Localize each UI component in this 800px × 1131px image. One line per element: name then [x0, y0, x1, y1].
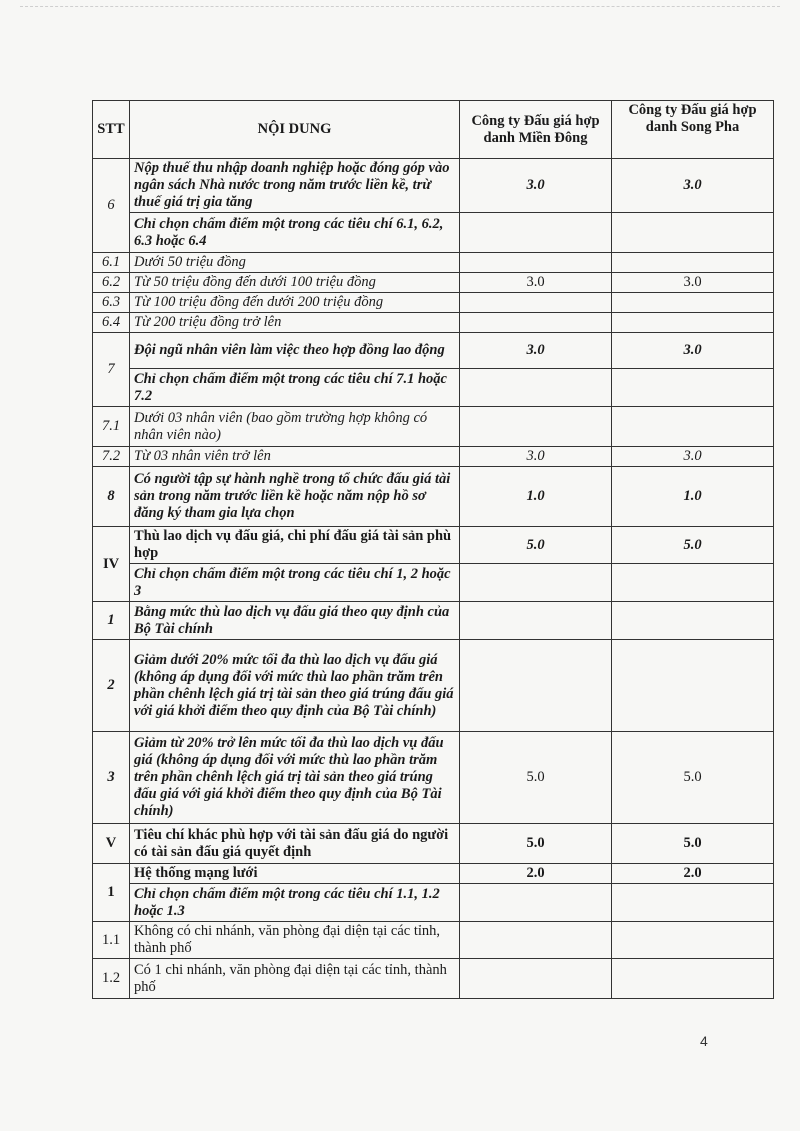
row-content: Từ 100 triệu đồng đến dưới 200 triệu đồng — [130, 293, 460, 313]
row-stt: 6.1 — [93, 253, 130, 273]
table-row — [93, 467, 774, 527]
score-company-b — [612, 407, 774, 447]
score-company-b: 3.0 — [612, 333, 774, 369]
score-company-a: 3.0 — [460, 159, 612, 213]
score-company-a: 1.0 — [460, 467, 612, 527]
row-stt: 2 — [93, 640, 130, 732]
score-company-b — [612, 253, 774, 273]
row-content: Thù lao dịch vụ đấu giá, chi phí đấu giá tài sản phù hợp — [130, 527, 460, 564]
page-number: 4 — [700, 1033, 708, 1049]
score-company-b — [612, 564, 774, 602]
table-row — [93, 602, 774, 640]
score-company-a: 3.0 — [460, 273, 612, 293]
score-company-a — [460, 640, 612, 732]
row-content: Từ 03 nhân viên trở lên — [130, 447, 460, 467]
score-company-a — [460, 407, 612, 447]
table-row — [93, 447, 774, 467]
row-stt: 6.3 — [93, 293, 130, 313]
table-row — [93, 293, 774, 313]
score-company-a — [460, 369, 612, 407]
score-company-b: 5.0 — [612, 527, 774, 564]
table-row — [93, 564, 774, 602]
score-company-b — [612, 313, 774, 333]
score-company-a: 3.0 — [460, 333, 612, 369]
row-note: Chỉ chọn chấm điểm một trong các tiêu chí 1, 2 hoặc 3 — [130, 564, 460, 602]
score-company-b — [612, 602, 774, 640]
table-row — [93, 369, 774, 407]
table-row — [93, 732, 774, 824]
score-company-b — [612, 369, 774, 407]
row-content: Dưới 03 nhân viên (bao gồm trường hợp không có nhân viên nào) — [130, 407, 460, 447]
row-stt: IV — [93, 527, 130, 602]
score-company-a — [460, 313, 612, 333]
table-row — [93, 959, 774, 999]
row-stt: V — [93, 824, 130, 864]
row-content: Đội ngũ nhân viên làm việc theo hợp đồng lao động — [130, 333, 460, 369]
score-company-b: 3.0 — [612, 447, 774, 467]
row-stt: 6 — [93, 159, 130, 253]
row-content: Tiêu chí khác phù hợp với tài sản đấu giá do người có tài sản đấu giá quyết định — [130, 824, 460, 864]
row-stt: 7.2 — [93, 447, 130, 467]
row-note: Chỉ chọn chấm điểm một trong các tiêu chí 1.1, 1.2 hoặc 1.3 — [130, 884, 460, 922]
table-row — [93, 864, 774, 884]
row-note: Chỉ chọn chấm điểm một trong các tiêu chí 6.1, 6.2, 6.3 hoặc 6.4 — [130, 213, 460, 253]
row-content: Có 1 chi nhánh, văn phòng đại diện tại các tỉnh, thành phố — [130, 959, 460, 999]
score-company-b — [612, 640, 774, 732]
row-content: Từ 50 triệu đồng đến dưới 100 triệu đồng — [130, 273, 460, 293]
row-stt: 3 — [93, 732, 130, 824]
table-row — [93, 273, 774, 293]
score-company-a: 5.0 — [460, 824, 612, 864]
row-content: Giảm từ 20% trở lên mức tối đa thù lao dịch vụ đấu giá (không áp dụng đối với mức thù lao phần trăm trên phần chênh lệch giá trị tài sản theo giá trúng đấu giá với giá khởi điểm theo quy định của Bộ Tài chính) — [130, 732, 460, 824]
header-company-a: Công ty Đấu giá hợp danh Miền Đông — [460, 101, 612, 159]
table-row — [93, 333, 774, 369]
table-row — [93, 213, 774, 253]
row-stt: 6.4 — [93, 313, 130, 333]
table-row — [93, 640, 774, 732]
table-row — [93, 159, 774, 213]
row-content: Không có chi nhánh, văn phòng đại diện tại các tỉnh, thành phố — [130, 922, 460, 959]
row-stt: 1.1 — [93, 922, 130, 959]
score-company-b — [612, 959, 774, 999]
score-company-b — [612, 884, 774, 922]
header-content: NỘI DUNG — [130, 101, 460, 159]
score-company-a — [460, 253, 612, 273]
score-company-a — [460, 564, 612, 602]
row-content: Dưới 50 triệu đồng — [130, 253, 460, 273]
header-company-b: Công ty Đấu giá hợp danh Song Pha — [612, 101, 774, 159]
score-company-a: 3.0 — [460, 447, 612, 467]
score-company-b — [612, 922, 774, 959]
score-company-b — [612, 213, 774, 253]
table-row — [93, 313, 774, 333]
score-company-a: 2.0 — [460, 864, 612, 884]
row-stt: 7 — [93, 333, 130, 407]
score-company-b: 1.0 — [612, 467, 774, 527]
table-row — [93, 407, 774, 447]
score-company-b: 5.0 — [612, 824, 774, 864]
row-stt: 6.2 — [93, 273, 130, 293]
score-company-a — [460, 884, 612, 922]
header-stt: STT — [93, 101, 130, 159]
row-stt: 1.2 — [93, 959, 130, 999]
table-row — [93, 527, 774, 564]
table-row — [93, 922, 774, 959]
score-company-a — [460, 959, 612, 999]
score-company-b: 3.0 — [612, 273, 774, 293]
score-company-b: 3.0 — [612, 159, 774, 213]
row-stt: 8 — [93, 467, 130, 527]
score-company-a — [460, 602, 612, 640]
row-stt: 7.1 — [93, 407, 130, 447]
score-company-b — [612, 293, 774, 313]
row-content: Hệ thống mạng lưới — [130, 864, 460, 884]
row-content: Có người tập sự hành nghề trong tổ chức đấu giá tài sản trong năm trước liền kề hoặc năm nộp hồ sơ đăng ký tham gia lựa chọn — [130, 467, 460, 527]
row-note: Chỉ chọn chấm điểm một trong các tiêu chí 7.1 hoặc 7.2 — [130, 369, 460, 407]
table-row — [93, 824, 774, 864]
score-company-a: 5.0 — [460, 527, 612, 564]
score-company-b: 5.0 — [612, 732, 774, 824]
row-stt: 1 — [93, 602, 130, 640]
score-company-a — [460, 922, 612, 959]
table-row — [93, 884, 774, 922]
score-company-a — [460, 293, 612, 313]
row-stt: 1 — [93, 864, 130, 922]
table-header-row — [93, 101, 774, 159]
score-company-a: 5.0 — [460, 732, 612, 824]
row-content: Giảm dưới 20% mức tối đa thù lao dịch vụ đấu giá (không áp dụng đối với mức thù lao phần trăm trên phần chênh lệch giá trị tài sản theo giá trúng đấu giá với giá khởi điểm theo quy định của Bộ Tài chính) — [130, 640, 460, 732]
table-row — [93, 253, 774, 273]
scoring-table — [92, 100, 774, 999]
row-content: Từ 200 triệu đồng trở lên — [130, 313, 460, 333]
score-company-b: 2.0 — [612, 864, 774, 884]
row-content: Nộp thuế thu nhập doanh nghiệp hoặc đóng góp vào ngân sách Nhà nước trong năm trước liền kề, trừ thuế giá trị gia tăng — [130, 159, 460, 213]
score-company-a — [460, 213, 612, 253]
top-divider — [20, 6, 780, 7]
row-content: Bằng mức thù lao dịch vụ đấu giá theo quy định của Bộ Tài chính — [130, 602, 460, 640]
